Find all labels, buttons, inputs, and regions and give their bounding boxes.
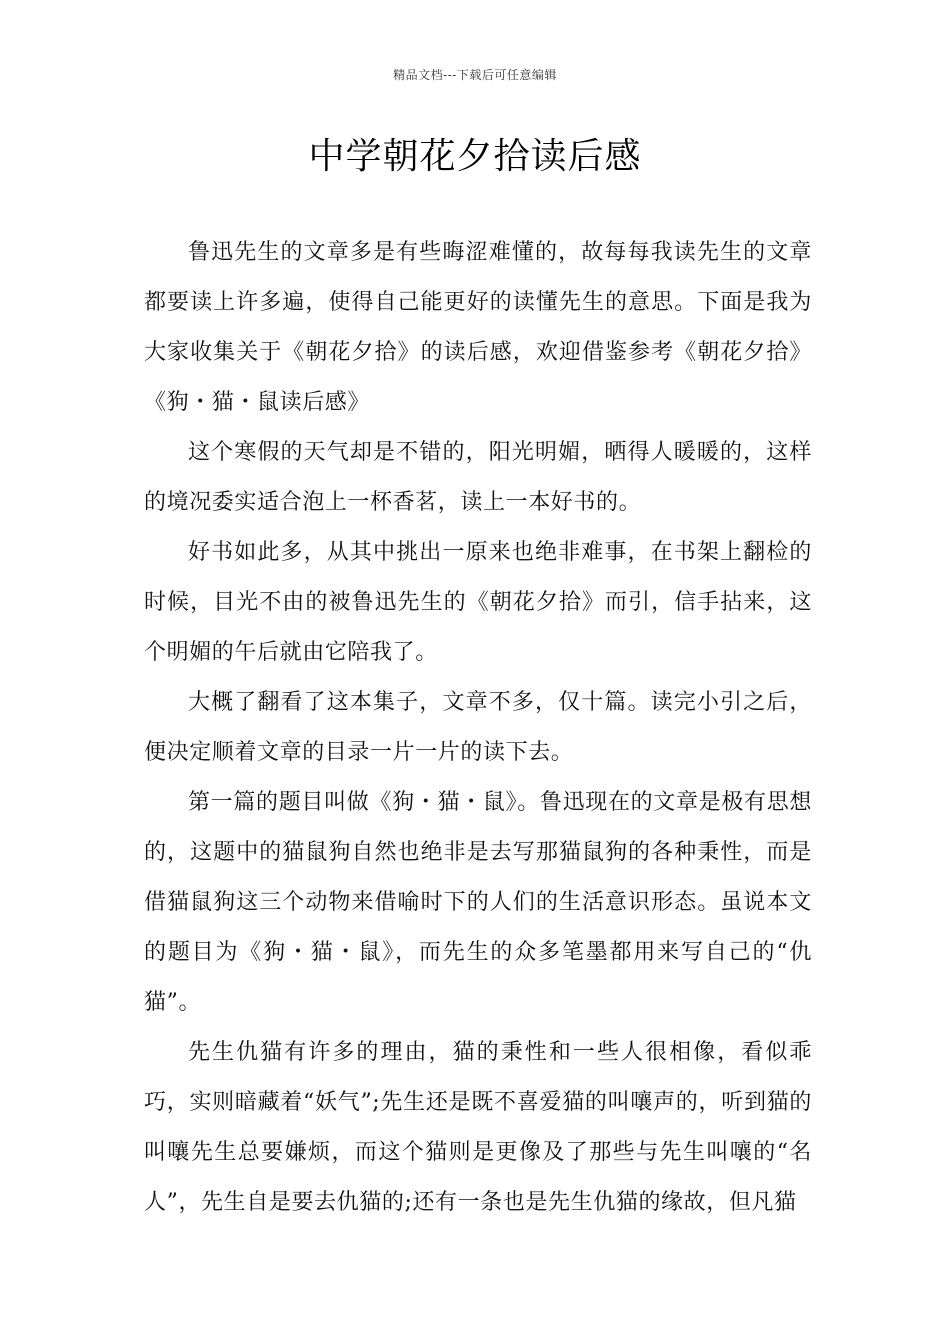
document-title: 中学朝花夕拾读后感 bbox=[308, 136, 642, 177]
paragraph: 鲁迅先生的文章多是有些晦涩难懂的，故每每我读先生的文章都要读上许多遍，使得自己能更好的读懂先生的意思。下面是我为大家收集关于《朝花夕拾》的读后感，欢迎借鉴参考《朝花夕拾》《狗・猫・鼠读后感》 bbox=[144, 240, 812, 415]
header-note: 精品文档---下载后可任意编辑 bbox=[393, 68, 557, 82]
paragraph: 这个寒假的天气却是不错的，阳光明媚，晒得人暖暖的，这样的境况委实适合泡上一杯香茗，读上一本好书的。 bbox=[144, 440, 812, 515]
paragraph: 大概了翻看了这本集子，文章不多，仅十篇。读完小引之后，便决定顺着文章的目录一片一片的读下去。 bbox=[144, 690, 812, 765]
paragraph: 先生仇猫有许多的理由，猫的秉性和一些人很相像，看似乖巧，实则暗藏着“妖气”;先生还是既不喜爱猫的叫嚷声的，听到猫的叫嚷先生总要嫌烦，而这个猫则是更像及了那些与先生叫嚷的“名人”，先生自是要去仇猫的;还有一条也是先生仇猫的缘故，但凡猫 bbox=[144, 1040, 812, 1215]
paragraph: 第一篇的题目叫做《狗・猫・鼠》。鲁迅现在的文章是极有思想的，这题中的猫鼠狗自然也绝非是去写那猫鼠狗的各种秉性，而是借猫鼠狗这三个动物来借喻时下的人们的生活意识形态。虽说本文的题目为《狗・猫・鼠》，而先生的众多笔墨都用来写自己的“仇猫”。 bbox=[144, 790, 812, 1015]
paragraph: 好书如此多，从其中挑出一原来也绝非难事，在书架上翻检的时候，目光不由的被鲁迅先生的《朝花夕拾》而引，信手拈来，这个明媚的午后就由它陪我了。 bbox=[144, 540, 812, 665]
document-body bbox=[144, 228, 812, 1228]
